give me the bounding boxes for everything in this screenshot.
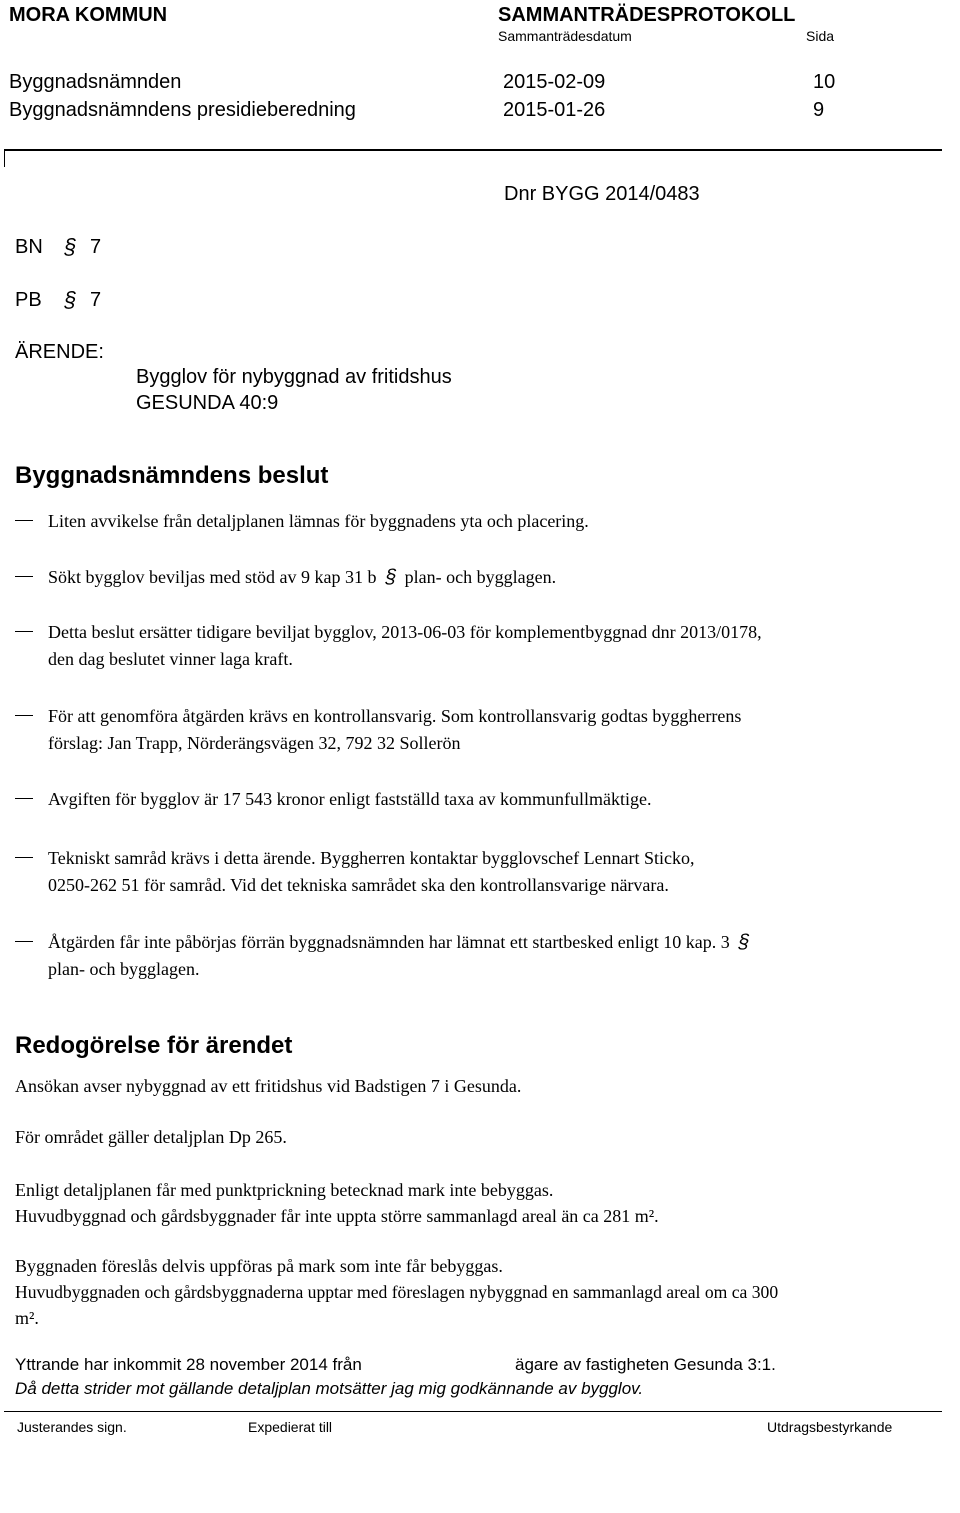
bullet-dash-icon (15, 715, 33, 716)
decision-item-7-line-2: plan- och bygglagen. (48, 959, 200, 979)
property-designation: GESUNDA 40:9 (136, 392, 279, 414)
organization-name: MORA KOMMUN (9, 4, 168, 26)
meeting-page-2: 9 (813, 99, 825, 121)
meeting-page-1: 10 (813, 71, 836, 93)
bullet-dash-icon (15, 941, 33, 942)
meeting-date-1: 2015-02-09 (503, 71, 606, 93)
opinion-statement: Då detta strider mot gällande detaljplan motsätter jag mig godkännande av bygglov. (15, 1379, 644, 1398)
report-line-4: Huvudbyggnad och gårdsbyggnader får inte uppta större sammanlagd areal än ca 281 m². (15, 1206, 659, 1226)
decision-item-2: Sökt bygglov beviljas med stöd av 9 kap 31 b § plan- och bygglagen. (48, 564, 556, 591)
decision-item-7-line-1: Åtgärden får inte påbörjas förrän byggnadsnämnden har lämnat ett startbesked enligt 10 kap. 3 § (48, 929, 749, 956)
bn-number: 7 (90, 236, 102, 258)
page-label: Sida (806, 28, 835, 44)
bullet-dash-icon (15, 857, 33, 858)
section-sign-icon: § (382, 566, 399, 588)
decision-item-4-line-1: För att genomföra åtgärden krävs en kontrollansvarig. Som kontrollansvarig godtas byggherrens (48, 706, 742, 726)
pb-label: PB (15, 289, 42, 311)
signature-label: Justerandes sign. (17, 1419, 127, 1435)
bullet-dash-icon (15, 798, 33, 799)
meeting-body-2: Byggnadsnämndens presidieberedning (9, 99, 356, 121)
bullet-dash-icon (15, 631, 33, 632)
header-rule (4, 149, 942, 151)
section-sign-icon: § (61, 287, 79, 312)
report-line-6: Huvudbyggnaden och gårdsbyggnaderna upptar med föreslagen nybyggnad en sammanlagd areal om ca 300 (15, 1282, 779, 1302)
pb-number: 7 (90, 289, 102, 311)
report-line-2: För området gäller detaljplan Dp 265. (15, 1127, 287, 1147)
case-number: Dnr BYGG 2014/0483 (504, 183, 700, 205)
header-rule-tick (4, 149, 5, 167)
meeting-date-label: Sammanträdesdatum (498, 28, 632, 44)
certification-label: Utdragsbestyrkande (767, 1419, 893, 1435)
opinion-owner: ägare av fastigheten Gesunda 3:1. (515, 1355, 776, 1374)
decision-item-3-line-1: Detta beslut ersätter tidigare beviljat bygglov, 2013-06-03 för komplementbyggnad dnr 2013/0178, (48, 622, 762, 642)
sent-to-label: Expedierat till (248, 1419, 333, 1435)
opinion-received: Yttrande har inkommit 28 november 2014 från (15, 1355, 362, 1374)
meeting-date-2: 2015-01-26 (503, 99, 606, 121)
decision-item-6-line-2: 0250-262 51 för samråd. Vid det tekniska samrådet ska den kontrollansvarige närvara. (48, 875, 669, 895)
decision-heading: Byggnadsnämndens beslut (15, 462, 329, 489)
report-line-5: Byggnaden föreslås delvis uppföras på mark som inte får bebyggas. (15, 1256, 503, 1276)
report-line-3: Enligt detaljplanen får med punktprickning betecknad mark inte bebyggas. (15, 1180, 554, 1200)
decision-item-1: Liten avvikelse från detaljplanen lämnas för byggnadens yta och placering. (48, 511, 589, 531)
bn-label: BN (15, 236, 43, 258)
decision-item-5: Avgiften för bygglov är 17 543 kronor enligt fastställd taxa av kommunfullmäktige. (48, 789, 652, 809)
decision-item-3-line-2: den dag beslutet vinner laga kraft. (48, 649, 293, 669)
meeting-body-1: Byggnadsnämnden (9, 71, 182, 93)
report-line-1: Ansökan avser nybyggnad av ett fritidshus vid Badstigen 7 i Gesunda. (15, 1076, 522, 1096)
arende-title: Bygglov för nybyggnad av fritidshus (136, 366, 452, 388)
footer-rule (4, 1411, 942, 1412)
section-sign-icon: § (61, 234, 79, 259)
section-sign-icon: § (736, 931, 752, 953)
decision-item-4-line-2: förslag: Jan Trapp, Nörderängsvägen 32, 792 32 Sollerön (48, 733, 461, 753)
arende-label: ÄRENDE: (15, 341, 104, 363)
bullet-dash-icon (15, 520, 33, 521)
document-type: SAMMANTRÄDESPROTOKOLL (498, 4, 796, 26)
decision-item-6-line-1: Tekniskt samråd krävs i detta ärende. Byggherren kontaktar bygglovschef Lennart Sticko, (48, 848, 695, 868)
report-line-7: m². (15, 1308, 39, 1328)
bullet-dash-icon (15, 576, 33, 577)
report-heading: Redogörelse för ärendet (15, 1032, 293, 1059)
